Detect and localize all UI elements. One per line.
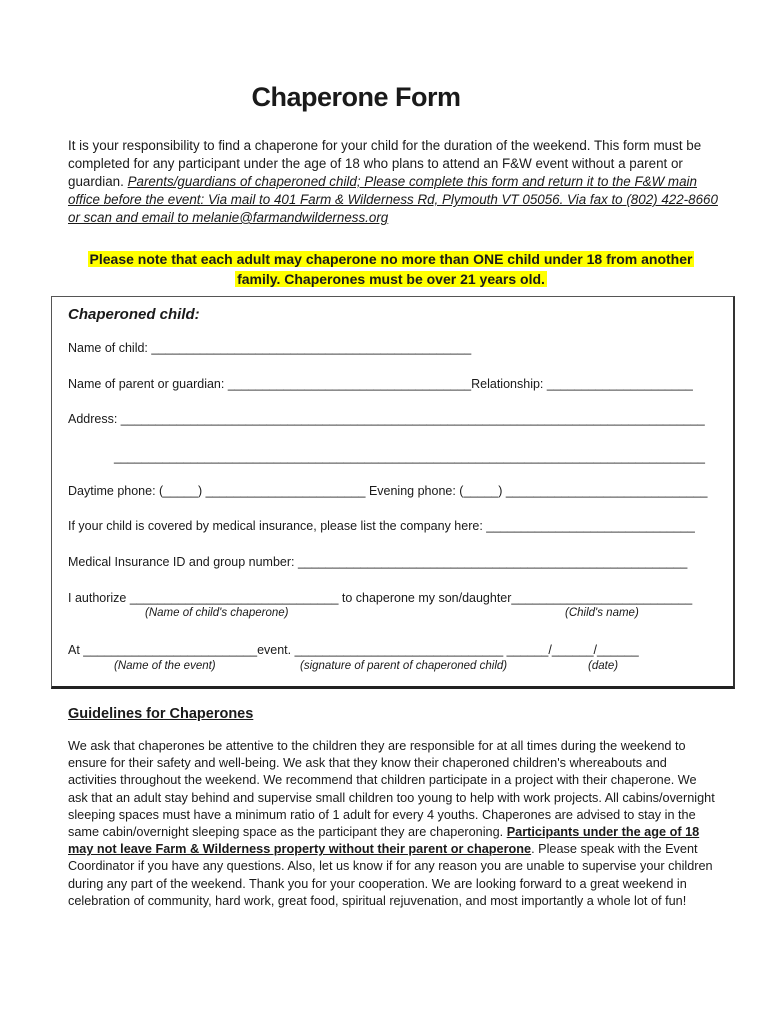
intro-instructions: Parents/guardians of chaperoned child; Please complete this form and return it to the F&W main office before the event: Via mail to 401 Farm & Wilderness Rd, Plymouth VT 05056. Via fax to (802) 422-8660 or scan and email to melanie@farmandwilderness.org: [68, 174, 718, 225]
guidelines-title: Guidelines for Chaperones: [68, 706, 254, 722]
authorize-field[interactable]: I authorize ______________________________ to chaperone my son/daughter__________________________: [68, 591, 693, 605]
address-field[interactable]: Address: ____________________________________________________________________________________: [68, 412, 705, 426]
child-name-caption: (Child's name): [565, 607, 639, 619]
note-line-1: Please note that each adult may chaperone no more than ONE child under 18 from another: [89, 251, 693, 267]
page-title: Chaperone Form: [251, 82, 461, 112]
event-signature-date-field[interactable]: At _________________________event. ______________________________ ______/______/______: [68, 643, 639, 657]
intro-text: It is your responsibility to find a chaperone for your child for the duration of the weekend. This form must be completed for any participant under the age of 18 who plans to attend an F&W event without a parent or guardian.: [68, 138, 702, 189]
phone-fields[interactable]: Daytime phone: (_____) _______________________ Evening phone: (_____) _____________________________: [68, 484, 708, 498]
guidelines-paragraph: [68, 738, 718, 910]
parent-name-field[interactable]: Name of parent or guardian: ___________________________________Relationship: _____________________: [68, 377, 693, 391]
guidelines-bold-rule: Participants under the age of 18 may not leave Farm & Wilderness property without their parent or chaperone: [68, 825, 700, 857]
form-heading: Chaperoned child:: [68, 306, 200, 323]
name-of-child-field[interactable]: Name of child: ______________________________________________: [68, 341, 472, 355]
insurance-company-field[interactable]: If your child is covered by medical insurance, please list the company here: ______________________________: [68, 519, 695, 533]
highlighted-note: [68, 249, 714, 289]
date-caption: (date): [588, 660, 619, 672]
address-line-2-field[interactable]: _____________________________________________________________________________________: [114, 450, 705, 464]
signature-caption: (signature of parent of chaperoned child): [300, 660, 508, 672]
chaperone-name-caption: (Name of child's chaperone): [145, 607, 289, 619]
intro-paragraph: [68, 137, 718, 227]
insurance-id-field[interactable]: Medical Insurance ID and group number: ________________________________________________________: [68, 555, 688, 569]
guidelines-text-1: We ask that chaperones be attentive to the children they are responsible for at all times during the weekend to ensure for their safety and well-being. We ask that they know their chaperoned children's whereabouts and activities throughout the weekend. We recommend that children participate in a project with their chaperone. We ask that an adult stay behind and supervise small children too young to help with work projects. All cabins/overnight sleeping spaces must have a minimum ratio of 1 adult for every 4 youths. Chaperones are advised to stay in the same cabin/overnight sleeping space as the participant they are chaperoning.: [68, 739, 715, 840]
guidelines-text-2: . Please speak with the Event Coordinator if you have any questions. Also, let us know if for any reason you are unable to supervise your children during any part of the weekend. Thank you for your cooperation. We are looking forward to a great weekend in celebration of community, hard work, great food, spiritual rejuvenation, and most importantly a whole lot of fun!: [68, 842, 713, 908]
note-line-2: family. Chaperones must be over 21 years old.: [237, 271, 545, 287]
event-name-caption: (Name of the event): [114, 660, 216, 672]
